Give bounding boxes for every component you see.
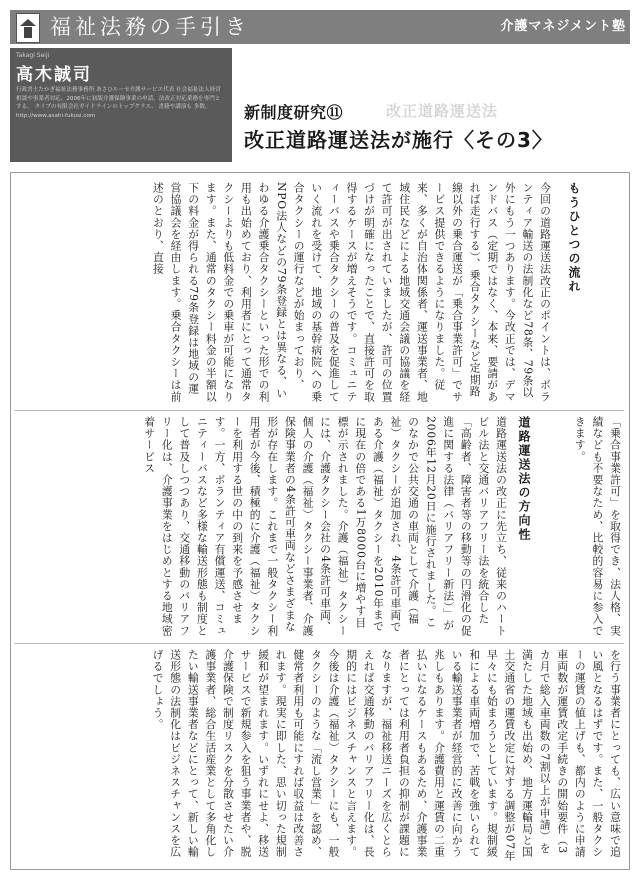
column-title: 福祉法務の手引き <box>50 15 250 39</box>
section-heading-direction: 道路運送法の方向性 <box>517 416 531 542</box>
author-name: 高木誠司 <box>16 65 92 85</box>
series-name: 介護マネジメント塾 <box>500 19 626 34</box>
section-direction-text: 道路運送法の改正に先立ち、従来のハートビル法と交通バリアフリー法を統合した「高齢者、障害者等の移動等の円滑化の促進に関する法律（バリアフリー新法）」が2006年12月20日に施行されました。このなかで公共交通の車両として介護（福祉）タクシーが追加され、4条許可車両である介護（福祉）タクシーを2010年までに現在の倍である1万8000台に増やす目標が示されました。介護（福祉）タクシーには、介護タクシー会社の4条許可車両、個人の介護（福祉）タクシー事業者、介護保険事業者の4条許可車両などさまざまな形が存在します。これまで一般タクシー利用者が今後、積極的に介護（福祉）タクシーを利用する世の中の到来を予感させます。一方、ボランティア有償運送、コミュニティーバスなど多様な輸送形態も制度として普及しつつあり、交通移動のバリアフリー化は、介護事業をはじめとする地域密着サービス <box>143 416 508 637</box>
article-title: 改正道路運送法が施行〈その3〉 <box>244 128 553 152</box>
author-bio: 行政書士たかぎ福祉法務事務所 あさひルーセ介護サービス代表 社会福祉法人経営相談や事業者対応、2006年に初版介護保険事業の申請、法改正対応業務を専門とする。 タイプの有限会社ガイドラインのトップクラス、 書籍や講演も 多数。 http://www.asahi-fukusi.com <box>16 87 221 119</box>
section-heading-another-flow: もうひとつの流れ <box>567 182 581 294</box>
ghost-title: 改正道路運送法 <box>386 102 499 120</box>
tier-divider-2 <box>14 643 624 644</box>
section-another-flow-text: 今回の道路運送法改正のポイントは、ボランティア輸送の法制化など78条、79条以外にもう一つあります。今改正では、デマンドバス（定期ではなく、本来、要請があれば走行する）、乗合タクシーなど定期路線以外の乗合運送が「乗合事業許可」でサービス提供できるようになりました。従来、多くが自治体関係者、運送事業者、地域住民などによる地域交通会議の協議を経て許可が出されていましたが、許可の位置づけが明確になったことで、直接許可を取得するケースが増えそうです。コミュニティーバスや乗合タクシーの普及を促進していく流れを受けて、地域の基幹病院への乗合タクシーの運行などが始まっており、NPO法人などの79条登録とは異なる、いわゆる介護乗合タクシーといった形での利用も出始めており、利用者にとって通常タクシーよりも低料金での乗車が可能になります。また、通常のタクシー料金の半額以下の料金が得られる79条登録は地域の運営協議会を経由します。乗合タクシーは前述のとおり、直接 <box>151 182 552 403</box>
series-kicker: 新制度研究⑪ <box>244 103 344 122</box>
author-romaji: Takagi Seiji <box>16 52 50 59</box>
tier-divider-1 <box>14 410 624 411</box>
section-lead-text: 「乗合事業許可」を取得でき、法人格、実績なども不要なため、比較的容易に参入できます。 <box>573 416 622 637</box>
house-logo-icon <box>16 13 40 43</box>
section-closing-text: を行う事業者にとっても、広い意味で追い風となるはずです。また、一般タクシーの運賃の値上げも、都内のように申請車両数が運賃改定手続きの開始要件（3カ月で総入車両数の7割以上が申請）を満たした地域も出始め、地方運輸局と国土交通省の運賃改定に対する調整が07年早々にも始まろうとしています。規制緩和による車両増加で、苦戦を強いられている輸送事業者が経営的に改善に向かう兆しもあります。介護費用と運賃の二重払いになるケースもあるため、介護事業者にとっては利用者負担の抑制が課題になりますが、福祉移送ニーズを広くとらえれば交通移動のバリアフリー化は、長期的にはビジネスチャンスと言えます。今後は介護（福祉）タクシーにも、一般タクシーのような「流し営業」を認め、健常者利用も可能にすれば収益は改善されます。現実に即した、思い切った規制緩和が望まれます。いずれにせよ、移送サービスで新規参入を狙う事業者や、脱介護保険で制度リスクを分散させたい介護事業者、総合生活産業として多角化したい輸送事業者などにとって、新しい輸送形態の法制化はビジネスチャンスを広げるでしょう。 <box>151 649 622 862</box>
